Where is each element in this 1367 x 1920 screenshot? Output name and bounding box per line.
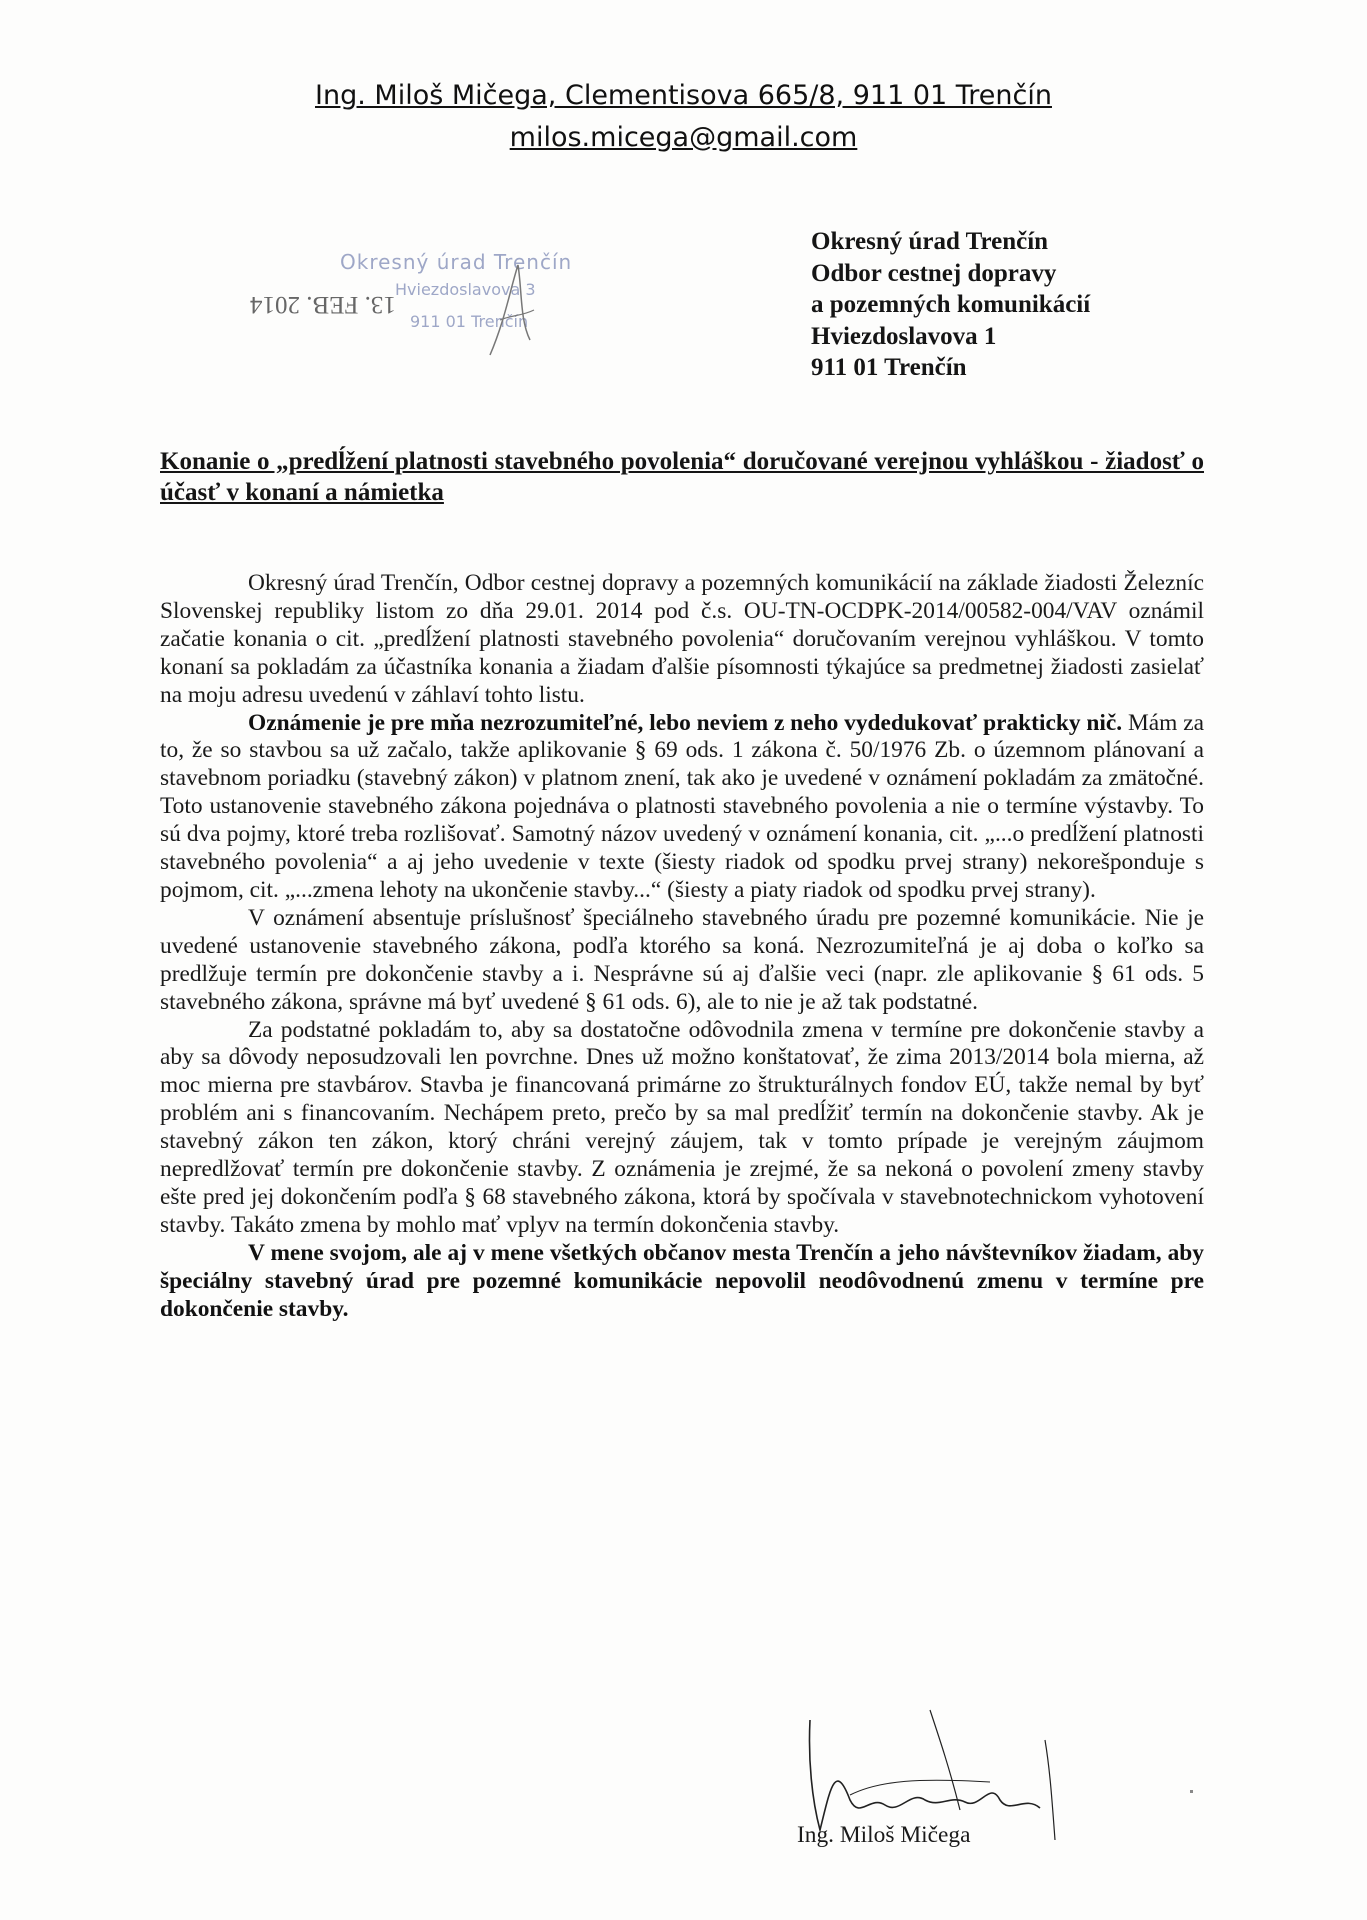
- paragraph-5-bold: V mene svojom, ale aj v mene všetkých občanov mesta Trenčín a jeho návštevníkov žiadam, aby špeciálny stavebný úrad pre pozemné komunikácie nepovolil neodôvodnenú zmenu v termíne pre dokončenie stavby.: [160, 1239, 1204, 1322]
- stamp-initials: [460, 260, 550, 360]
- recipient-department-2: a pozemných komunikácií: [811, 291, 1091, 318]
- paragraph-1: Okresný úrad Trenčín, Odbor cestnej dopravy a pozemných komunikácií na základe žiadosti Železníc Slovenskej republiky listom zo dňa 29.01. 2014 pod č.s. OU-TN-OCDPK-2014/00582-004/VAV oznámil začatie konania o cit. „predĺžení platnosti stavebného povolenia“ doručovaním verejnou vyhláškou. V tomto konaní sa pokladám za účastníka konania a žiadam ďalšie písomnosti týkajúce sa predmetnej žiadosti zasielať na moju adresu uvedenú v záhlaví tohto listu.: [160, 570, 1204, 708]
- paragraph-2-text: Mám za to, že so stavbou sa už začalo, takže aplikovanie § 69 ods. 1 zákona č. 50/1976 Zb. o územnom plánovaní a stavebnom poriadku (stavebný zákon) v platnom znení, tak ako je uvedené v oznámení pokladám za zmätočné. Toto ustanovenie stavebného zákona pojednáva o platnosti stavebného povolenia a nie o termíne výstavby. To sú dva pojmy, ktoré treba rozlišovať. Samotný názov uvedený v oznámení konania, cit. „...o predĺžení platnosti stavebného povolenia“ a aj jeho uvedenie v texte (šiesty riadok od spodku prvej strany) nekorešponduje s pojmom, cit. „...zmena lehoty na ukončenie stavby...“ (šiesty a piaty riadok od spodku prvej strany).: [160, 709, 1204, 903]
- letter-subject: Konanie o „predĺžení platnosti stavebného povolenia“ doručované verejnou vyhláškou - žiadosť o účasť v konaní a námietka: [160, 448, 1204, 506]
- stamp-office: Okresný úrad Trenčín: [340, 250, 573, 274]
- received-stamp: [250, 250, 640, 370]
- sender-email[interactable]: milos.micega@gmail.com: [509, 122, 858, 153]
- page-mark: [1190, 1790, 1193, 1793]
- recipient-department: Odbor cestnej dopravy: [811, 259, 1057, 287]
- paragraph-2: [160, 710, 1204, 905]
- signatory-name: Ing. Miloš Mičega: [797, 1822, 971, 1848]
- paragraph-5: [160, 1240, 1204, 1324]
- stamp-street: Hviezdoslavova 3: [395, 280, 536, 299]
- stamp-city: 911 01 Trenčín: [410, 312, 529, 331]
- paragraph-2-bold: Oznámenie je pre mňa nezrozumiteľné, lebo neviem z neho vydedukovať prakticky nič.: [248, 709, 1123, 736]
- paragraph-4: Za podstatné pokladám to, aby sa dostatočne odôvodnila zmena v termíne pre dokončenie stavby a aby sa dôvody neposudzovali len povrchne. Dnes už možno konštatovať, že zima 2013/2014 bola mierna, až moc mierna pre stavbárov. Stavba je financovaná primárne zo štrukturálnych fondov EÚ, takže nemal by byť problém ani s financovaním. Nechápem preto, prečo by sa mal predĺžiť termín na dokončenie stavby. Ak je stavebný zákon ten zákon, ktorý chráni verejný záujem, tak v tomto prípade je verejným záujmom nepredlžovať termín pre dokončenie stavby. Z oznámenia je zrejmé, že sa nekoná o povolení zmeny stavby ešte pred jej dokončením podľa § 68 stavebného zákona, ktorá by spočívala v stavebnotechnickom vyhotovení stavby. Takáto zmena by mohlo mať vplyv na termín dokončenia stavby.: [160, 1016, 1204, 1238]
- letter-body: [160, 570, 1204, 1323]
- recipient-office: Okresný úrad Trenčín: [811, 228, 1049, 255]
- recipient-address: [811, 226, 1090, 384]
- recipient-city: 911 01 Trenčín: [811, 354, 967, 381]
- sender-header: Ing. Miloš Mičega, Clementisova 665/8, 911 01 Trenčín: [315, 80, 1052, 111]
- stamp-date: 13. FEB. 2014: [250, 291, 396, 318]
- paragraph-3: V oznámení absentuje príslušnosť špeciálneho stavebného úradu pre pozemné komunikácie. Nie je uvedené ustanovenie stavebného zákona, podľa ktorého sa koná. Nezrozumiteľná je aj doba o koľko sa predlžuje termín pre dokončenie stavby a i. Nesprávne sú aj ďalšie veci (napr. zle aplikovanie § 61 ods. 5 stavebného zákona, správne má byť uvedené § 61 ods. 6), ale to nie je až tak podstatné.: [160, 904, 1204, 1015]
- recipient-street: Hviezdoslavova 1: [811, 322, 997, 350]
